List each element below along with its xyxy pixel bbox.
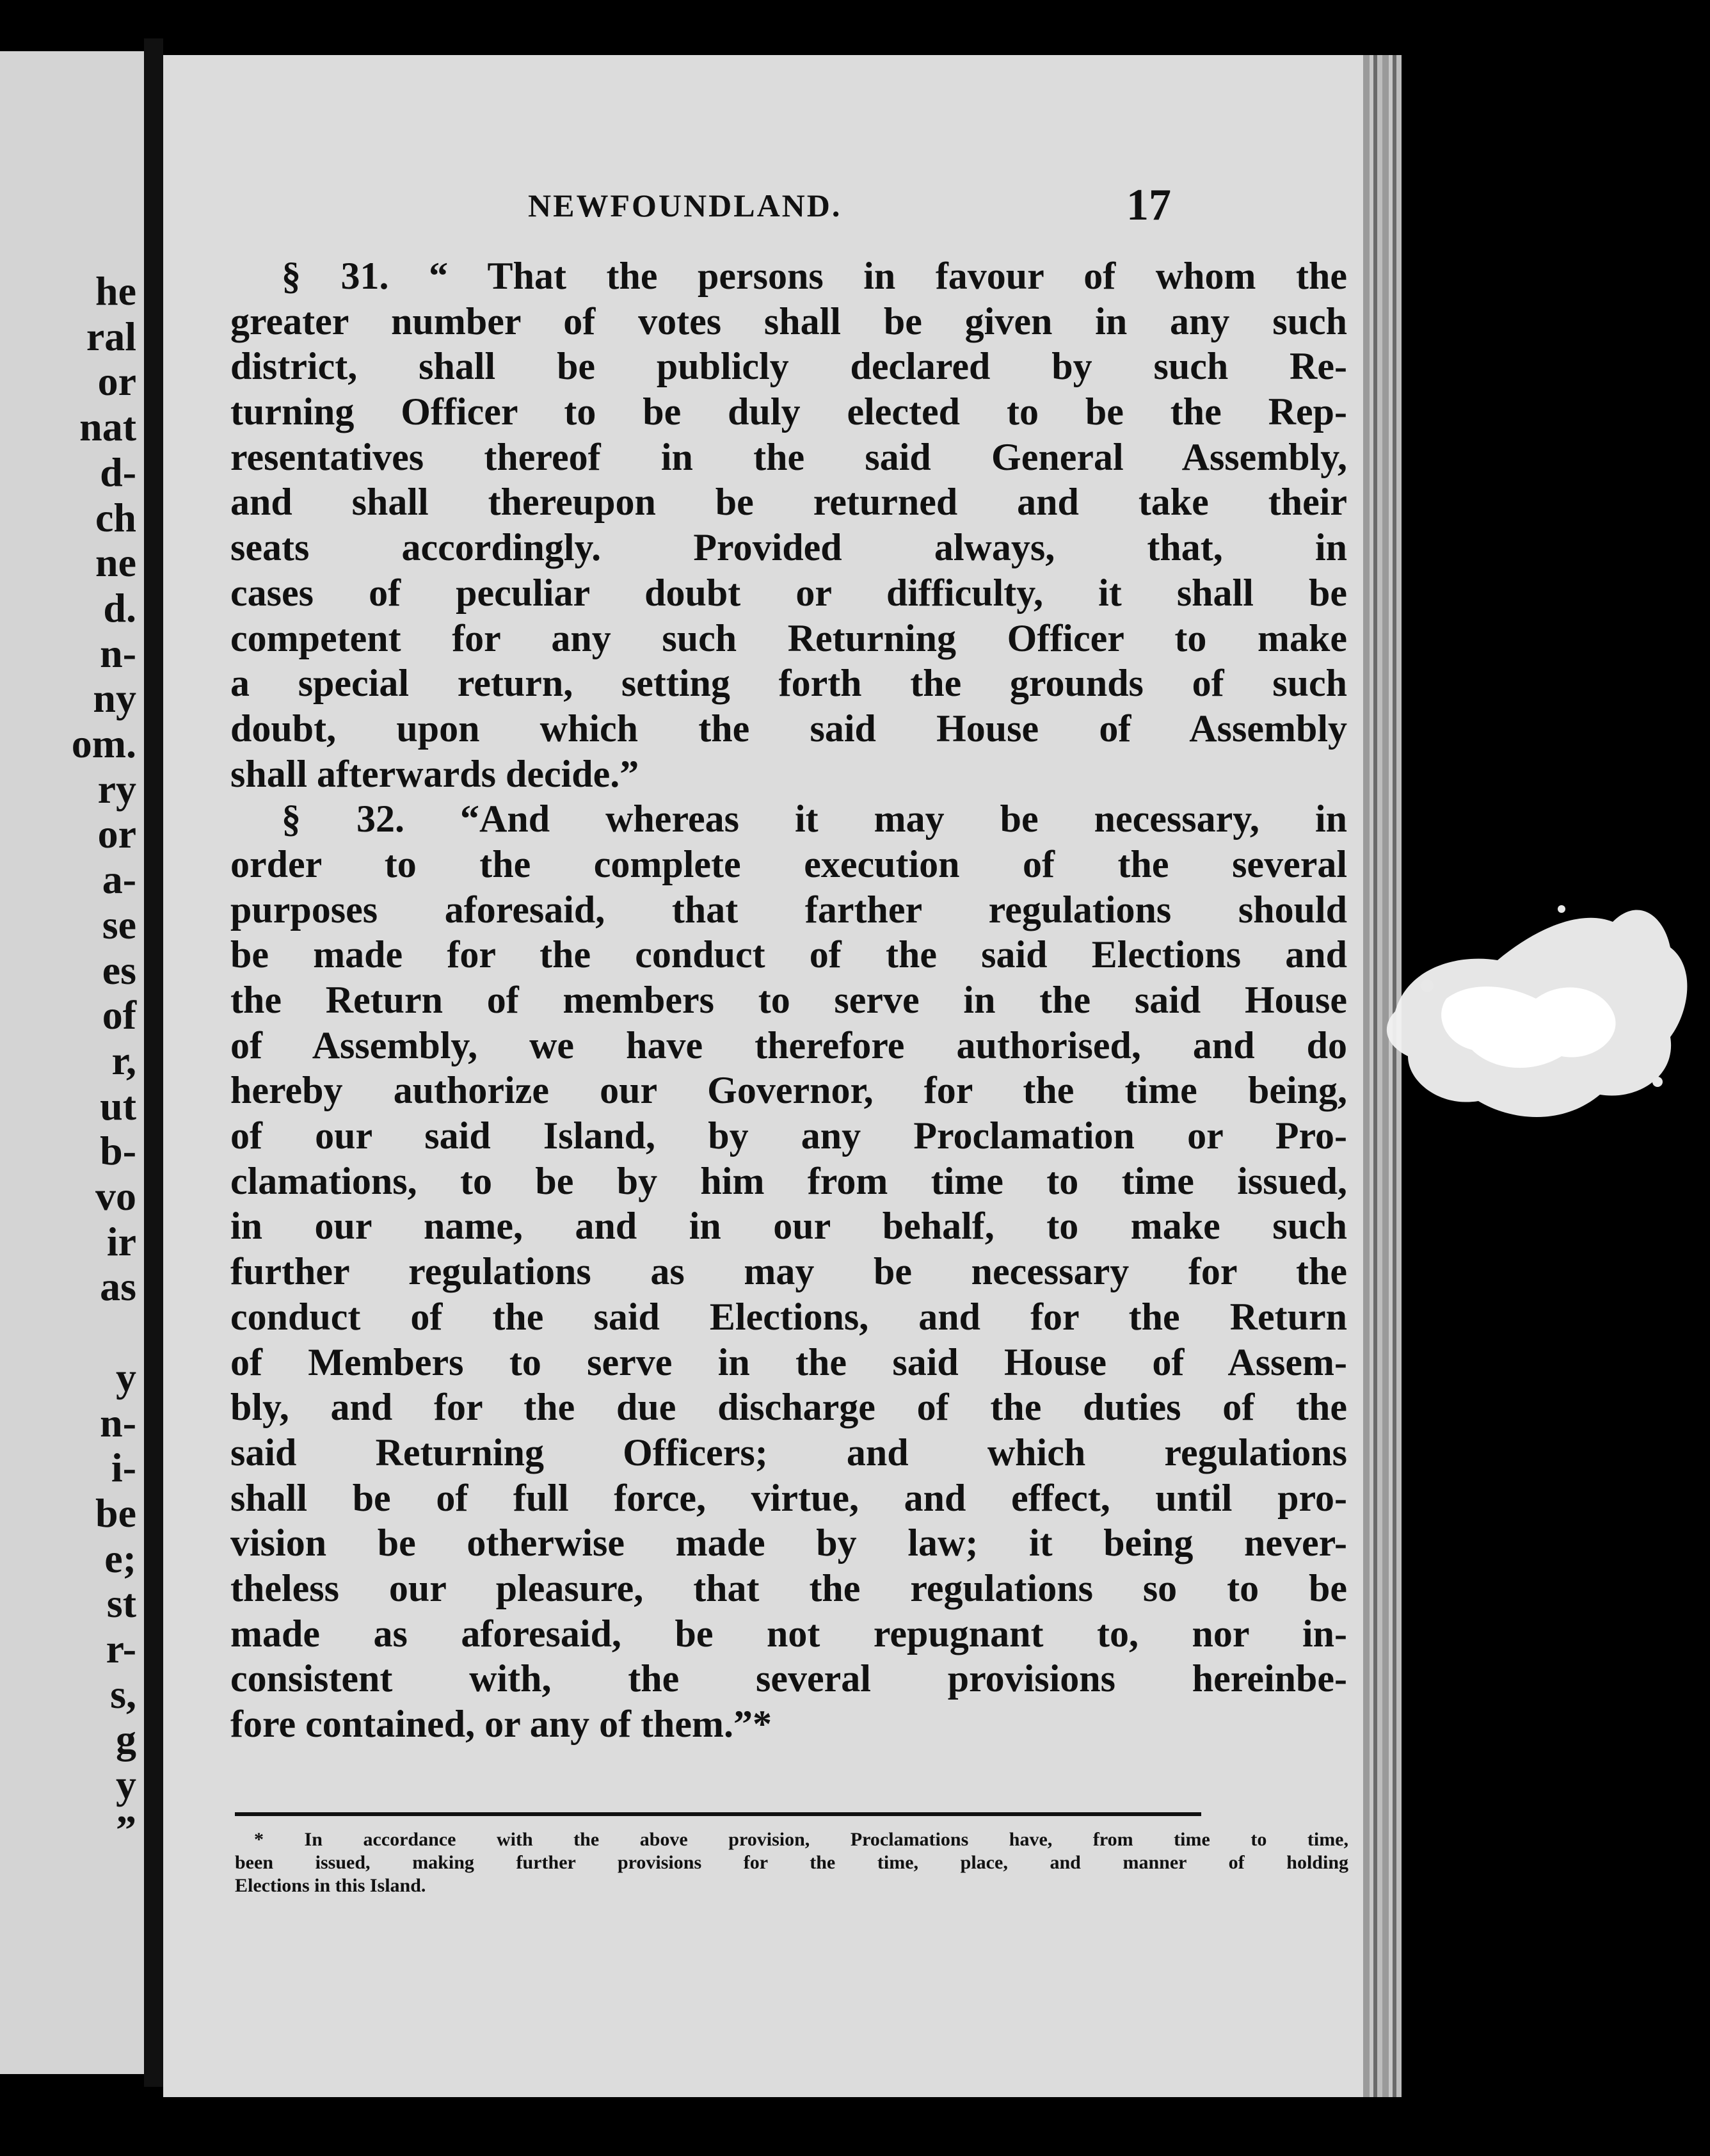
previous-page-text-fragment: om. xyxy=(71,721,136,766)
text-line: the Return of members to serve in the said House xyxy=(230,979,1347,1021)
text-line: be made for the conduct of the said Elections and xyxy=(230,933,1347,976)
text-line: hereby authorize our Governor, for the time being, xyxy=(230,1069,1347,1112)
previous-page-text-fragment: r- xyxy=(106,1626,136,1671)
previous-page-text-fragment: ” xyxy=(116,1806,136,1853)
previous-page-text-fragment: y xyxy=(116,1354,136,1400)
text-line: turning Officer to be duly elected to be the Rep- xyxy=(230,390,1347,433)
text-line: of Assembly, we have therefore authorised, and do xyxy=(230,1024,1347,1066)
previous-page-text-fragment: se xyxy=(102,901,136,947)
previous-page-text-fragment: b- xyxy=(100,1128,136,1174)
previous-page-text-fragment: a- xyxy=(102,857,136,903)
previous-page-text-fragment: st xyxy=(106,1581,136,1627)
page-header xyxy=(163,170,1363,241)
text-line: a special return, setting forth the grounds of such xyxy=(230,662,1347,705)
previous-page-text-fragment: vo xyxy=(95,1173,136,1219)
previous-page-edge xyxy=(0,51,144,2074)
previous-page-text-fragment: of xyxy=(102,992,136,1038)
previous-page-text-fragment: ral xyxy=(86,313,136,359)
footnote-rule xyxy=(235,1812,1201,1816)
previous-page-text-fragment: nat xyxy=(79,404,136,450)
text-line: § 32. “And whereas it may be necessary, in xyxy=(282,798,1347,841)
footnote-line: been issued, making further provisions for the time, place, and manner of holding xyxy=(235,1852,1348,1873)
page-number: 17 xyxy=(1126,181,1171,230)
footnote-line: * In accordance with the above provision, Proclamations have, from time to time, xyxy=(254,1829,1348,1850)
previous-page-text-fragment: ny xyxy=(93,675,136,721)
text-line: doubt, upon which the said House of Assembly xyxy=(230,707,1347,750)
previous-page-text-fragment: ch xyxy=(95,494,136,540)
text-line: clamations, to be by him from time to time issued, xyxy=(230,1159,1347,1202)
text-line: greater number of votes shall be given in any such xyxy=(230,300,1347,342)
text-line: fore contained, or any of them.”* xyxy=(230,1703,772,1745)
previous-page-text-fragment: n- xyxy=(100,1399,136,1445)
text-line: competent for any such Returning Officer to make xyxy=(230,616,1347,659)
previous-page-text-fragment: i- xyxy=(111,1445,136,1491)
text-line: order to the complete execution of the several xyxy=(230,842,1347,885)
previous-page-text-fragment: as xyxy=(100,1264,136,1310)
text-line: conduct of the said Elections, and for the Return xyxy=(230,1295,1347,1338)
text-line: theless our pleasure, that the regulations so to be xyxy=(230,1566,1347,1609)
text-line: cases of peculiar doubt or difficulty, it shall be xyxy=(230,571,1347,614)
text-line: of our said Island, by any Proclamation or Pro- xyxy=(230,1114,1347,1157)
previous-page-text-fragment: or xyxy=(97,811,136,857)
text-line: said Returning Officers; and which regulations xyxy=(230,1431,1347,1474)
text-line: vision be otherwise made by law; it being never- xyxy=(230,1522,1347,1565)
previous-page-text-fragment: or xyxy=(97,358,136,405)
previous-page-text-fragment: y xyxy=(116,1762,136,1808)
running-head: NEWFOUNDLAND. xyxy=(528,188,842,223)
text-line: purposes aforesaid, that farther regulations should xyxy=(230,888,1347,931)
previous-page-text-fragment: g xyxy=(116,1716,136,1762)
text-line: resentatives thereof in the said General Assembly, xyxy=(230,435,1347,478)
text-line: shall afterwards decide.” xyxy=(230,752,639,795)
book-page xyxy=(163,55,1363,2097)
footnote-line: Elections in this Island. xyxy=(235,1875,426,1896)
text-line: district, shall be publicly declared by such Re- xyxy=(230,345,1347,388)
previous-page-text-fragment: es xyxy=(102,947,136,993)
footnote xyxy=(235,1828,1348,1897)
paper-damage-blot xyxy=(1370,871,1702,1139)
previous-page-text-fragment: d. xyxy=(103,584,136,631)
text-line: further regulations as may be necessary for the xyxy=(230,1250,1347,1293)
previous-page-text-fragment: e; xyxy=(104,1535,136,1581)
previous-page-text-fragment: d- xyxy=(100,449,136,495)
book-gutter xyxy=(144,38,163,2087)
previous-page-text-fragment: r, xyxy=(111,1037,136,1083)
previous-page-text-fragment: ir xyxy=(106,1218,136,1264)
previous-page-text-fragment: he xyxy=(95,268,136,314)
previous-page-text-fragment: ry xyxy=(97,766,136,812)
text-line: consistent with, the several provisions hereinbe- xyxy=(230,1657,1347,1700)
text-line: and shall thereupon be returned and take their xyxy=(230,481,1347,524)
previous-page-text-fragment: n- xyxy=(100,630,136,676)
body-text xyxy=(230,253,1347,1747)
previous-page-text-fragment: ne xyxy=(95,540,136,586)
previous-page-text-fragment: ut xyxy=(100,1082,136,1129)
previous-page-text-fragment: be xyxy=(95,1490,136,1536)
previous-page-text-fragment: s, xyxy=(110,1671,136,1717)
text-line: bly, and for the due discharge of the duties of the xyxy=(230,1386,1347,1429)
text-line: shall be of full force, virtue, and effect, until pro- xyxy=(230,1476,1347,1519)
text-line: made as aforesaid, be not repugnant to, nor in- xyxy=(230,1612,1347,1655)
text-line: seats accordingly. Provided always, that, in xyxy=(230,526,1347,569)
text-line: § 31. “ That the persons in favour of whom the xyxy=(282,255,1347,297)
text-line: of Members to serve in the said House of Assem- xyxy=(230,1340,1347,1383)
text-line: in our name, and in our behalf, to make such xyxy=(230,1205,1347,1248)
